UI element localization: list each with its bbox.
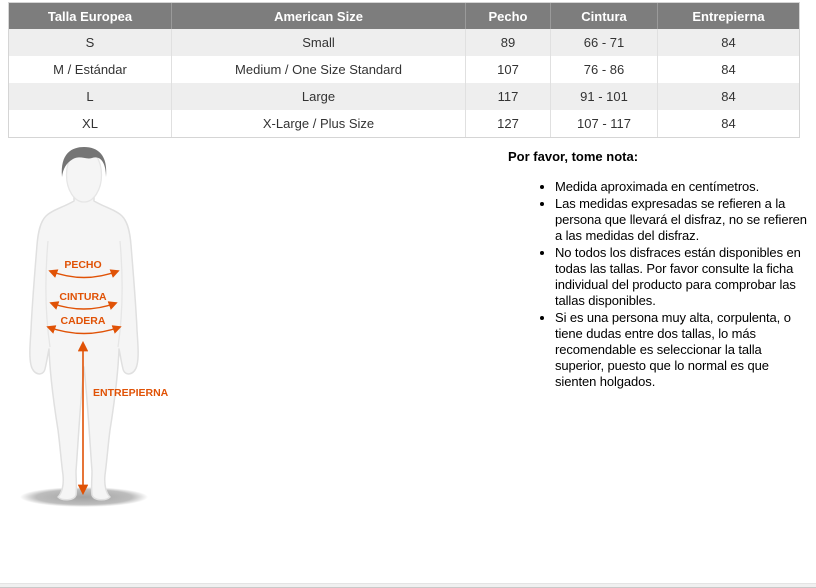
chest-cell: 89 bbox=[466, 29, 551, 56]
european-size-cell: M / Estándar bbox=[9, 56, 172, 83]
body-measurement-figure bbox=[0, 145, 230, 530]
waist-measure-label: CINTURA bbox=[59, 291, 107, 303]
waist-cell: 91 - 101 bbox=[551, 83, 658, 110]
inseam-cell: 84 bbox=[658, 56, 799, 83]
inseam-measure-label: ENTREPIERNA bbox=[93, 387, 169, 399]
note-item: • Si es una persona muy alta, corpulenta, o tiene dudas entre dos tallas, lo más recomendable es seleccionar la talla superior, puesto que lo normal es que sienten holgados. bbox=[555, 310, 812, 390]
header-chest: Pecho bbox=[466, 3, 551, 29]
table-row-l bbox=[9, 83, 799, 110]
table-row-xl bbox=[9, 110, 799, 137]
chest-cell: 107 bbox=[466, 56, 551, 83]
body-silhouette-diagram bbox=[0, 145, 230, 530]
header-waist: Cintura bbox=[551, 3, 658, 29]
chest-measure-label: PECHO bbox=[64, 259, 102, 271]
size-chart-table bbox=[8, 2, 800, 138]
european-size-cell: S bbox=[9, 29, 172, 56]
body-silhouette bbox=[30, 185, 138, 500]
inseam-cell: 84 bbox=[658, 110, 799, 137]
american-size-cell: Large bbox=[172, 83, 466, 110]
table-header-row bbox=[9, 3, 799, 29]
european-size-cell: L bbox=[9, 83, 172, 110]
header-american-size: American Size bbox=[172, 3, 466, 29]
notes-list bbox=[508, 179, 811, 390]
note-item: • No todos los disfraces están disponibles en todas las tallas. Por favor consulte la ficha individual del producto para comprobar las tallas disponibles. bbox=[555, 245, 812, 309]
horizontal-scrollbar[interactable] bbox=[0, 583, 816, 588]
waist-cell: 66 - 71 bbox=[551, 29, 658, 56]
notes-title: Por favor, tome nota: bbox=[508, 149, 639, 164]
inseam-cell: 84 bbox=[658, 83, 799, 110]
european-size-cell: XL bbox=[9, 110, 172, 137]
american-size-cell: Small bbox=[172, 29, 466, 56]
waist-cell: 76 - 86 bbox=[551, 56, 658, 83]
american-size-cell: X-Large / Plus Size bbox=[172, 110, 466, 137]
notes-section bbox=[508, 149, 811, 391]
note-item: • Medida aproximada en centímetros. bbox=[555, 179, 812, 195]
header-inseam: Entrepierna bbox=[658, 3, 799, 29]
header-european-size: Talla Europea bbox=[9, 3, 172, 29]
waist-cell: 107 - 117 bbox=[551, 110, 658, 137]
floor-shadow bbox=[20, 487, 148, 507]
chest-cell: 117 bbox=[466, 83, 551, 110]
note-item: • Las medidas expresadas se refieren a la persona que llevará el disfraz, no se refieren a las medidas del disfraz. bbox=[555, 196, 812, 244]
inseam-cell: 84 bbox=[658, 29, 799, 56]
table-row-s bbox=[9, 29, 799, 56]
table-row-m bbox=[9, 56, 799, 83]
american-size-cell: Medium / One Size Standard bbox=[172, 56, 466, 83]
hip-measure-label: CADERA bbox=[60, 315, 106, 327]
chest-cell: 127 bbox=[466, 110, 551, 137]
